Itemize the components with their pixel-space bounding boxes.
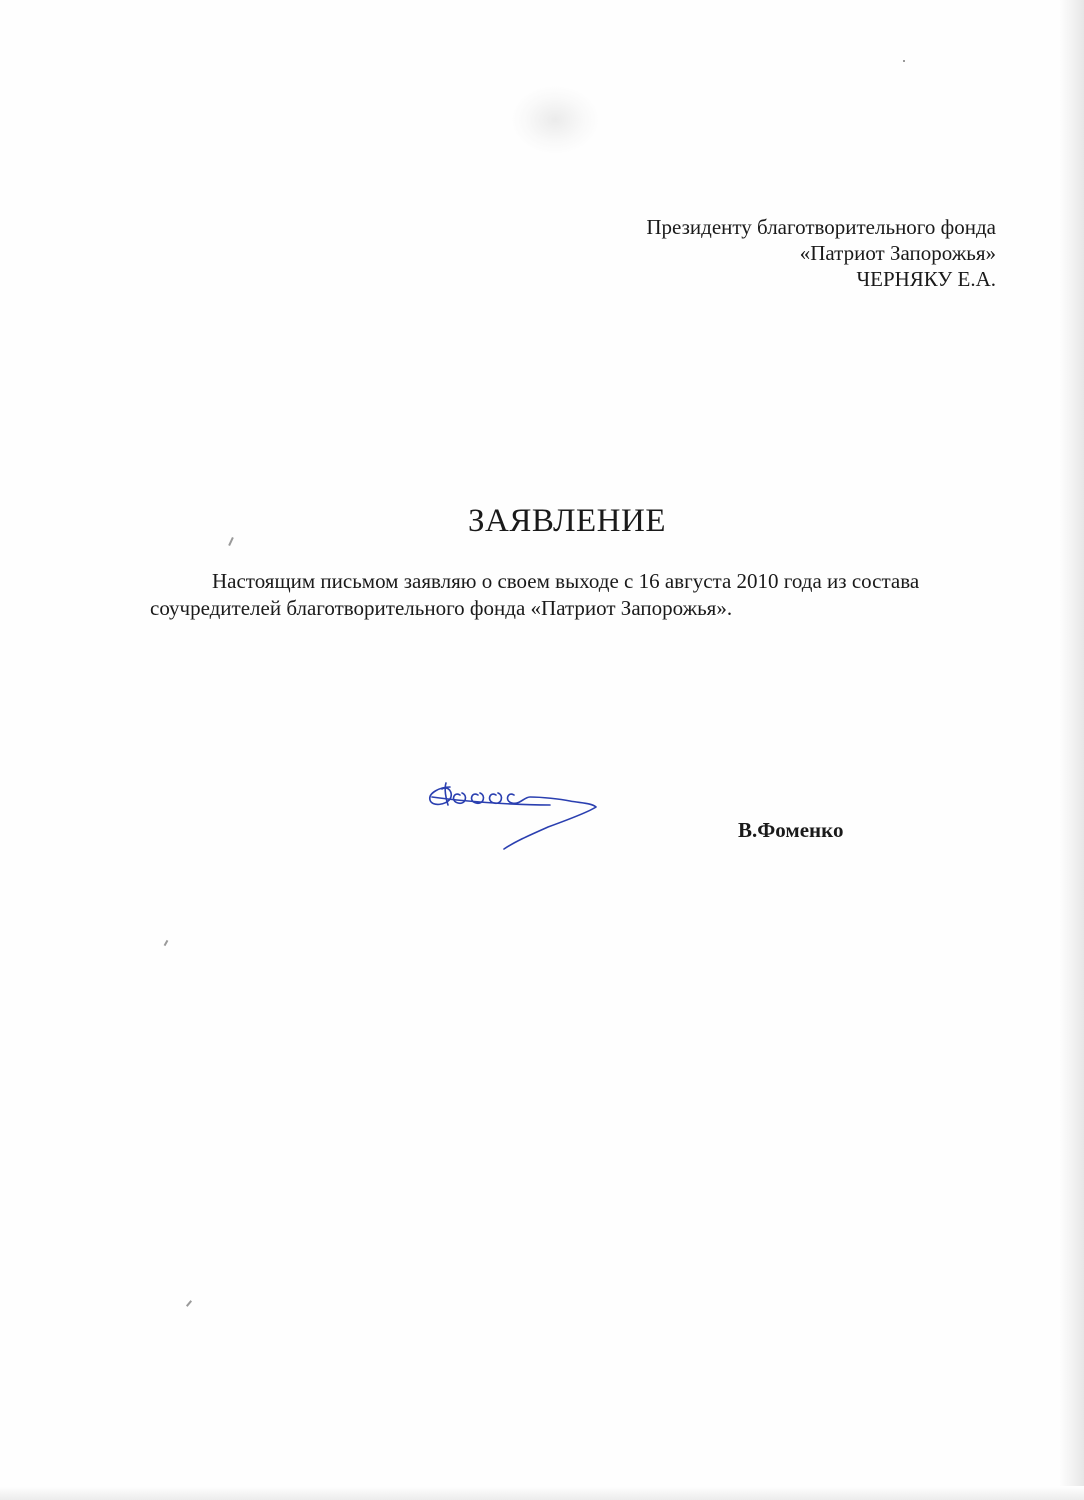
- scan-smudge: [510, 85, 600, 155]
- scan-edge-right: [1058, 0, 1084, 1500]
- body-line-1: Настоящим письмом заявляю о своем выходе с 16 августа 2010 года из состава: [212, 569, 920, 593]
- addressee-block: [646, 214, 996, 292]
- scan-speck: [164, 940, 169, 946]
- document-title: ЗАЯВЛЕНИЕ: [468, 503, 666, 539]
- scan-speck: [186, 1300, 192, 1307]
- addressee-organization: «Патриот Запорожья»: [799, 241, 996, 265]
- scan-speck: [903, 60, 905, 62]
- scan-edge-bottom: [0, 1486, 1084, 1500]
- handwritten-signature-icon: [420, 775, 610, 855]
- document-body: [150, 568, 970, 622]
- addressee-name: ЧЕРНЯКУ Е.А.: [856, 267, 996, 291]
- signer-name: В.Фоменко: [738, 818, 844, 842]
- addressee-position: Президенту благотворительного фонда: [646, 215, 996, 239]
- body-line-2: соучредителей благотворительного фонда «Патриот Запорожья».: [150, 596, 733, 620]
